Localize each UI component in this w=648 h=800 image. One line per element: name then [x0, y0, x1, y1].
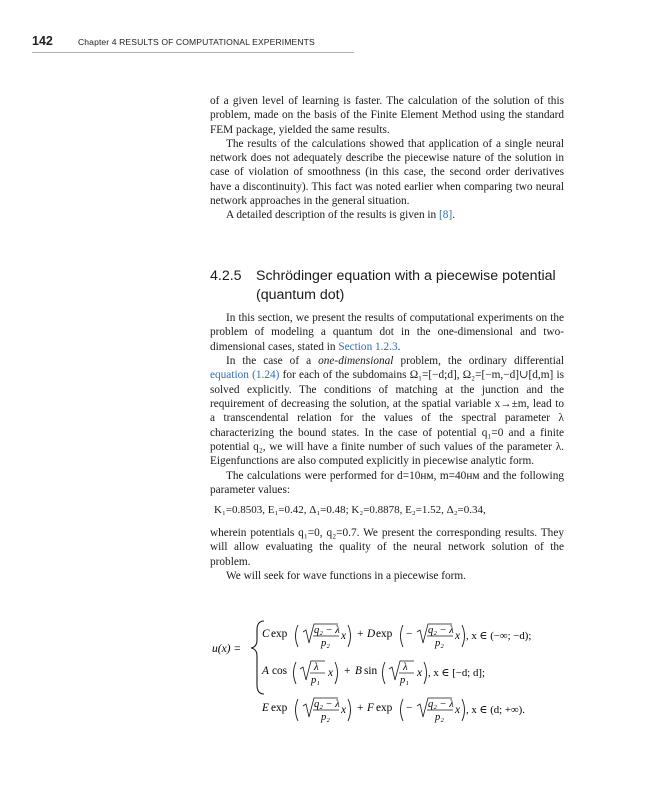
equation-lhs: u(x) = [212, 643, 242, 655]
paragraph: of a given level of learning is faster. The calculation of the solution of this problem, made on the basis of the Finite Element Method using the standard FEM package, yielded the same results. [210, 95, 564, 136]
coef-C: C [262, 628, 270, 640]
paren-close [348, 625, 351, 647]
cos-fn: cos [272, 665, 288, 677]
exp-fn: exp [271, 702, 288, 714]
section-body [210, 311, 564, 583]
var-x: x [341, 704, 347, 716]
exp-fn: exp [376, 628, 393, 640]
exp-fn: exp [376, 702, 393, 714]
section-link[interactable]: Section 1.2.3 [338, 340, 398, 353]
case-2 [261, 661, 485, 686]
var-x: x [417, 667, 423, 679]
sqrt-sign [303, 698, 338, 717]
sqrt-denominator: p₂ [321, 638, 330, 649]
var-x: x [455, 704, 461, 716]
coef-E: E [262, 702, 269, 714]
page-number: 142 [32, 34, 53, 48]
sqrt-sign [300, 661, 325, 680]
paren-open [401, 699, 404, 721]
running-title: Chapter 4 RESULTS OF COMPUTATIONAL EXPERIMENTS [78, 37, 315, 47]
plus-sign: + [357, 702, 364, 714]
sqrt-denominator: p₁ [311, 675, 320, 686]
paragraph: wherein potentials q₁=0, q₂=0.7. We present the corresponding results. They will allow evaluating the quality of the neural network solution of the problem. [210, 526, 564, 568]
plus-sign: + [357, 628, 364, 640]
paragraph [210, 208, 564, 222]
minus-sign: − [406, 628, 413, 640]
domain-condition: , x ∈ (−∞; −d); [466, 630, 532, 642]
paragraph [210, 311, 564, 354]
sqrt-numerator: λ [403, 662, 408, 673]
text: . [397, 340, 401, 353]
text: A detailed description of the results is given in [226, 209, 440, 222]
sqrt-sign [417, 624, 452, 643]
sqrt-numerator: q₂ − λ [428, 699, 454, 710]
paren-close [348, 699, 351, 721]
case-1 [262, 624, 531, 649]
section-number: 4.2.5 [210, 268, 242, 284]
text: . [452, 209, 456, 222]
paragraph: The calculations were performed for d=10нм, m=40нм and the following parameter values: [210, 469, 564, 497]
sqrt-numerator: q₂ − λ [428, 625, 454, 636]
paren-close [462, 625, 465, 647]
plus-sign: + [344, 665, 351, 677]
paren-close [424, 662, 427, 684]
paragraph [210, 354, 564, 469]
paren-close [462, 699, 465, 721]
var-x: x [341, 630, 347, 642]
sqrt-denominator: p₂ [321, 712, 330, 723]
section-title: Schrödinger equation with a piecewise potential (quantum dot) [256, 268, 556, 303]
paragraph: The results of the calculations showed that application of a single neural network does not adequately describe the piecewise nature of the solution in case of violation of smoothness (in this case, the second order derivatives have a discontinuity). This fact was noted earlier when comparing two neural network approaches in the general situation. [210, 137, 564, 208]
paren-open [401, 625, 404, 647]
text: problem, the ordinary differential [393, 355, 564, 368]
coef-F: F [367, 702, 374, 714]
domain-condition: , x ∈ (d; +∞). [466, 704, 525, 716]
parameter-values: K₁=0.8503, E₁=0.42, Δ₁=0.48; K₂=0.8878, E₂=1.52, Δ₂=0.34, [214, 504, 486, 517]
sqrt-numerator: q₂ − λ [314, 625, 340, 636]
equation-link[interactable]: equation (1.24) [210, 369, 280, 382]
paren-open [296, 699, 299, 721]
domain-condition: , x ∈ [−d; d]; [428, 667, 485, 679]
emphasis: one-dimensional [318, 355, 394, 368]
paragraph: We will seek for wave functions in a piecewise form. [226, 569, 467, 582]
text: In this section, we present the results of computational experiments on the problem of modeling a quantum dot in the one-dimensional and two-dimensional cases, stated in [210, 312, 564, 353]
sqrt-numerator: λ [314, 662, 319, 673]
var-x: x [455, 630, 461, 642]
minus-sign: − [406, 702, 413, 714]
citation-link[interactable]: [8] [439, 209, 453, 222]
sqrt-sign [303, 624, 338, 643]
sqrt-numerator: q₂ − λ [314, 699, 340, 710]
exp-fn: exp [271, 628, 288, 640]
coef-D: D [367, 628, 376, 640]
case-3 [261, 698, 525, 723]
paren-close [335, 662, 338, 684]
coef-A: A [262, 665, 269, 677]
text: for each of the subdomains Ω₁=[−d;d], Ω₂=[−m,−d]∪[d,m] is solved explicitly. The conditions of matching at the junction and the requirement of decreasing the solution, at the spatial variable x→±m, lead to a transcendental relation for the values of the spectral parameter λ characterizing the bound states. In the case of potential q₁=0 and a finite potential q₂, we will have a finite number of such values of the parameter λ. Eigenfunctions are also computed explicitly in piecewise analytic form. [210, 369, 564, 468]
header-rule [32, 52, 354, 53]
sqrt-denominator: p₂ [435, 638, 444, 649]
paren-open [383, 662, 386, 684]
text: In the case of a [226, 355, 319, 368]
running-header [32, 34, 614, 54]
sqrt-denominator: p₂ [435, 712, 444, 723]
paren-open [294, 662, 297, 684]
left-brace [251, 621, 264, 694]
sin-fn: sin [364, 665, 378, 677]
intro-text [210, 94, 564, 223]
coef-B: B [355, 665, 362, 677]
sqrt-denominator: p₁ [400, 675, 409, 686]
sqrt-sign [389, 661, 414, 680]
paren-open [296, 625, 299, 647]
sqrt-sign [417, 698, 452, 717]
var-x: x [328, 667, 334, 679]
